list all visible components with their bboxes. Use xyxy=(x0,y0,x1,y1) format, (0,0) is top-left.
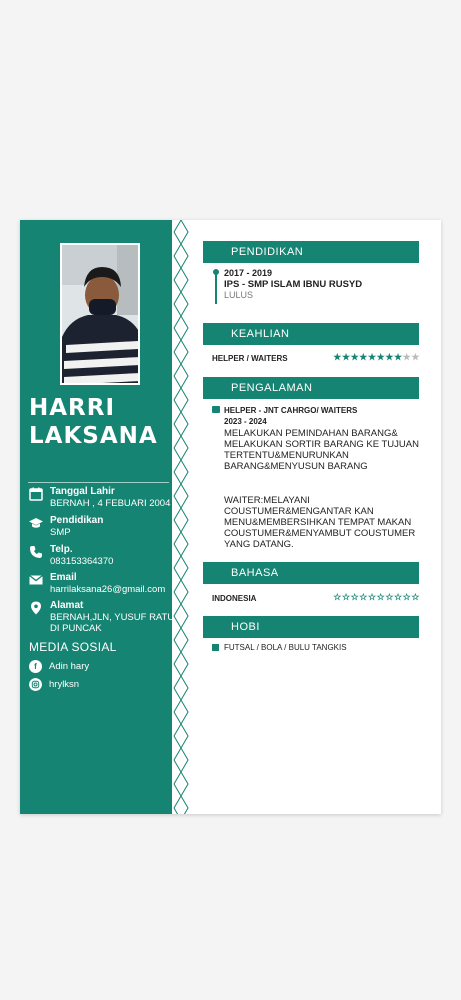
mail-icon xyxy=(29,573,43,587)
section-skills-header: KEAHLIAN xyxy=(203,323,419,345)
education-school: IPS - SMP ISLAM IBNU RUSYD xyxy=(224,279,363,290)
rating-star-icon: ☆ xyxy=(393,592,403,602)
experience-line: MELAKUKAN SORTIR BARANG KE TUJUAN xyxy=(224,439,419,450)
rating-star-icon: ★ xyxy=(411,352,420,362)
dob-label: Tanggal Lahir xyxy=(50,486,115,497)
language-row xyxy=(212,594,420,603)
phone-value: 083153364370 xyxy=(50,556,114,567)
experience-description-1 xyxy=(224,428,424,472)
dob-item xyxy=(29,486,171,509)
instagram-link[interactable] xyxy=(29,679,169,690)
experience-line: YANG DATANG. xyxy=(224,539,294,550)
hobby-item xyxy=(212,643,347,652)
section-experience-header: PENGALAMAN xyxy=(203,377,419,399)
checkbox-icon xyxy=(212,644,219,651)
rating-star-icon: ★ xyxy=(376,352,386,362)
experience-line: WAITER:MELAYANI xyxy=(224,495,310,506)
experience-title: HELPER - JNT CAHRGO/ WAITERS xyxy=(224,406,358,415)
rating-star-icon: ☆ xyxy=(411,592,420,602)
rating-star-icon: ★ xyxy=(385,352,394,362)
section-hobby-header: HOBI xyxy=(203,616,419,638)
facebook-link[interactable] xyxy=(29,661,169,672)
phone-label: Telp. xyxy=(50,544,73,555)
education-entry xyxy=(224,268,362,301)
language-rating xyxy=(333,592,420,603)
instagram-icon xyxy=(29,678,42,691)
education-status: LULUS xyxy=(224,290,254,300)
last-name: LAKSANA xyxy=(29,423,158,449)
address-line-1: BERNAH,JLN, YUSUF RATU xyxy=(50,612,175,623)
profile-name xyxy=(29,394,158,450)
facebook-name: Adin hary xyxy=(49,661,90,672)
skill-rating xyxy=(333,352,420,363)
address-line-2: DI PUNCAK xyxy=(50,623,102,634)
rating-star-icon: ☆ xyxy=(350,592,360,602)
rating-star-icon: ★ xyxy=(393,352,403,362)
education-item xyxy=(29,515,171,538)
resume-document xyxy=(20,220,441,814)
experience-entry xyxy=(212,405,424,550)
rating-star-icon: ★ xyxy=(333,352,342,362)
skill-row xyxy=(212,354,420,363)
experience-years: 2023 - 2024 xyxy=(224,417,267,426)
rating-star-icon: ★ xyxy=(402,352,412,362)
language-name: INDONESIA xyxy=(212,594,257,603)
education-label: Pendidikan xyxy=(50,515,104,526)
skill-name: HELPER / WAITERS xyxy=(212,354,288,363)
section-language-header: BAHASA xyxy=(203,562,419,584)
address-item xyxy=(29,600,175,634)
timeline-line xyxy=(215,274,217,304)
rating-star-icon: ☆ xyxy=(333,592,342,602)
rating-star-icon: ☆ xyxy=(367,592,377,602)
rating-star-icon: ★ xyxy=(367,352,377,362)
rating-star-icon: ★ xyxy=(350,352,360,362)
phone-item xyxy=(29,544,171,567)
rating-star-icon: ★ xyxy=(341,352,351,362)
experience-line: MELAKUKAN PEMINDAHAN BARANG& xyxy=(224,428,398,439)
sidebar-divider xyxy=(28,482,169,483)
location-pin-icon xyxy=(29,601,43,615)
rating-star-icon: ☆ xyxy=(402,592,412,602)
rating-star-icon: ☆ xyxy=(359,592,368,602)
calendar-icon xyxy=(29,487,43,501)
briefcase-icon xyxy=(212,406,220,413)
experience-line: MENU&MEMBERSIHKAN TEMPAT MAKAN xyxy=(224,517,412,528)
experience-line: COUSTUMER&MENYAMBUT COUSTUMER xyxy=(224,528,416,539)
dob-value: BERNAH , 4 FEBUARI 2004 xyxy=(50,498,171,509)
experience-description-2 xyxy=(224,495,424,550)
experience-line: COUSTUMER&MENGANTAR KAN xyxy=(224,506,374,517)
profile-photo xyxy=(60,243,140,385)
social-media-title: MEDIA SOSIAL xyxy=(29,640,117,654)
rating-star-icon: ★ xyxy=(359,352,368,362)
graduation-cap-icon xyxy=(29,516,43,530)
first-name: HARRI xyxy=(29,395,116,421)
rating-star-icon: ☆ xyxy=(376,592,386,602)
education-value: SMP xyxy=(50,527,71,538)
experience-line: TERTENTU&MENURUNKAN xyxy=(224,450,349,461)
education-years: 2017 - 2019 xyxy=(224,268,273,278)
section-education-header: PENDIDIKAN xyxy=(203,241,419,263)
diamond-border xyxy=(173,220,189,814)
email-value: harrilaksana26@gmail.com xyxy=(50,584,166,595)
email-item xyxy=(29,572,171,595)
instagram-handle: hrylksn xyxy=(49,679,80,690)
resume-sidebar xyxy=(20,220,175,814)
rating-star-icon: ☆ xyxy=(341,592,351,602)
email-label: Email xyxy=(50,572,77,583)
hobby-text: FUTSAL / BOLA / BULU TANGKIS xyxy=(224,643,347,652)
phone-icon xyxy=(29,545,43,559)
rating-star-icon: ☆ xyxy=(385,592,394,602)
experience-line: BARANG&MENYUSUN BARANG xyxy=(224,461,368,472)
address-label: Alamat xyxy=(50,600,84,611)
facebook-icon: f xyxy=(29,660,42,673)
